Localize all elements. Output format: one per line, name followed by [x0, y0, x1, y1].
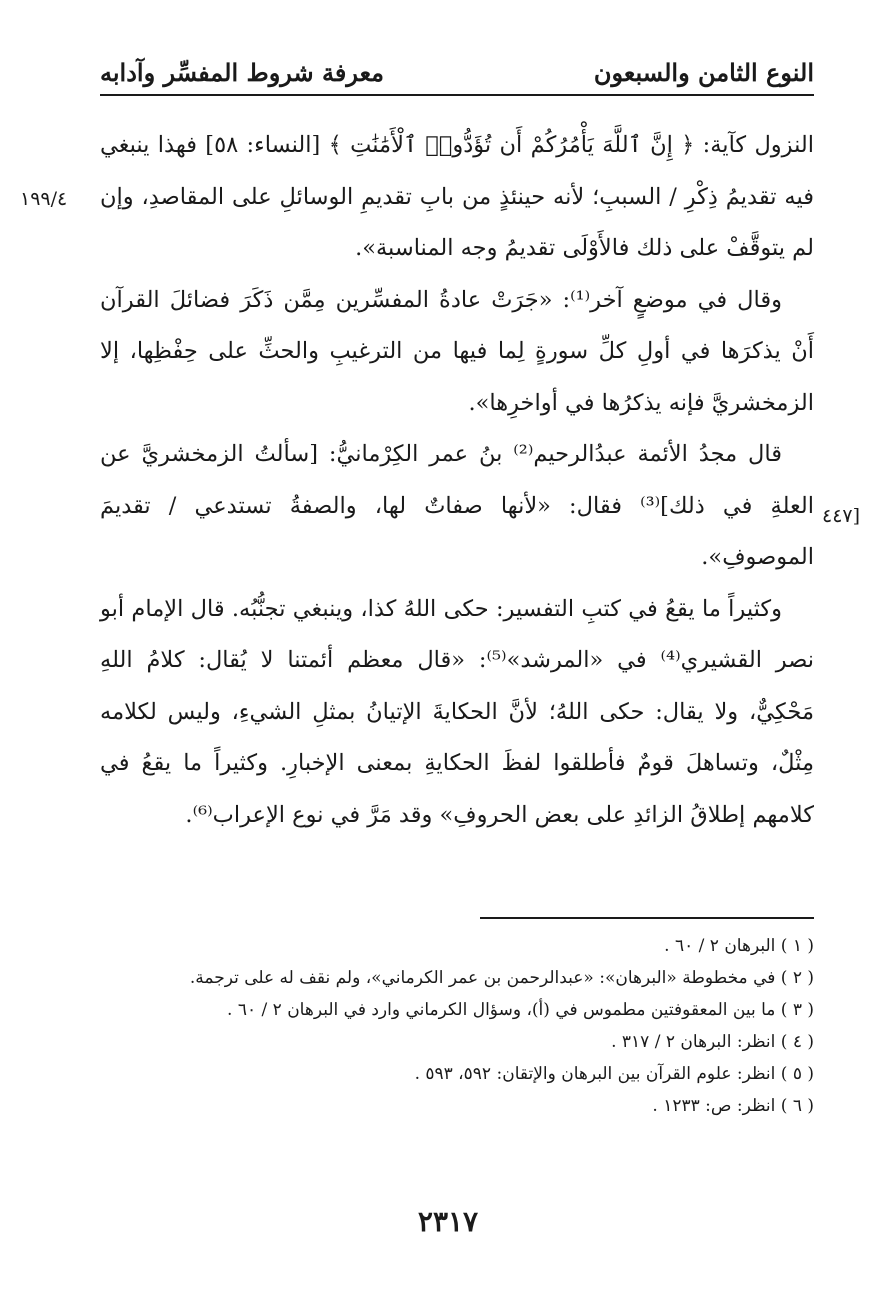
paragraph-2: وقال في موضعٍ آخر⁽¹⁾: «جَرَتْ عادةُ المفسِّرين مِمَّن ذَكَرَ فضائلَ القرآن أَنْ يذكرَها في أولِ كلِّ سورةٍ لِما فيها من الترغيبِ والحثِّ على حِفْظِها، إلا الزمخشريَّ فإنه يذكرُها في أواخرِها». — [100, 286, 814, 416]
main-text — [100, 120, 814, 841]
footnote-1: ( ١ ) البرهان ٢ / ٦٠ . — [664, 936, 814, 956]
footnote-3: ( ٣ ) ما بين المعقوفتين مطموس في (أ)، وسؤال الكرماني وارد في البرهان ٢ / ٦٠ . — [227, 1000, 814, 1020]
section-title: معرفة شروط المفسِّر وآدابه — [100, 58, 385, 87]
footnote-2: ( ٢ ) في مخطوطة «البرهان»: «عبدالرحمن بن عمر الكرماني»، ولم نقف له على ترجمة. — [189, 968, 814, 988]
footnote-5: ( ٥ ) انظر: علوم القرآن بين البرهان والإتقان: ٥٩٢، ٥٩٣ . — [414, 1064, 814, 1084]
chapter-title: النوع الثامن والسبعون — [593, 58, 814, 87]
footnote-6: ( ٦ ) انظر: ص: ١٢٣٣ . — [652, 1096, 814, 1116]
paragraph-3: قال مجدُ الأئمة عبدُالرحيم⁽²⁾ بنُ عمر الكِرْمانيُّ: [سألتُ الزمخشريَّ عن العلةِ في ذلك]⁽³⁾ فقال: «لأنها صفاتٌ لها، والصفةُ تستدعي / تقديمَ الموصوفِ». — [100, 441, 814, 570]
running-header — [100, 52, 814, 96]
margin-reference-2: [٤٤٧ — [822, 505, 861, 527]
footnotes — [100, 930, 814, 1122]
margin-reference-1: ١٩٩/٤ — [20, 188, 68, 210]
header-divider — [100, 94, 814, 96]
paragraph-4: وكثيراً ما يقعُ في كتبِ التفسير: حكى اللهُ كذا، وينبغي تجنُّبُه. قال الإمام أبو نصر القشيري⁽⁴⁾ في «المرشد»⁽⁵⁾: «قال معظم أئمتنا لا يُقال: كلامُ اللهِ مَحْكِيٌّ، ولا يقال: حكى اللهُ؛ لأنَّ الحكايةَ الإتيانُ بمثلِ الشيءِ، وليس لكلامه مِثْلٌ، وتساهلَ قومٌ فأطلقوا لفظَ الحكايةِ بمعنى الإخبارِ. وكثيراً ما يقعُ في كلامهم إطلاقُ الزائدِ على بعض الحروفِ» وقد مَرَّ في نوع الإعراب⁽⁶⁾. — [100, 595, 815, 828]
footnote-4: ( ٤ ) انظر: البرهان ٢ / ٣١٧ . — [611, 1032, 814, 1052]
footnote-divider — [480, 917, 814, 919]
page-number: ٢٣١٧ — [417, 1205, 479, 1238]
paragraph-1: النزول كآية: ﴿ إِنَّ ٱللَّهَ يَأْمُرُكُمْ أَن تُؤَدُّوا۟ ٱلْأَمَٰنَٰتِ ﴾ [النساء: ٥٨] فهذا ينبغي فيه تقديمُ ذِكْرِ / السببِ؛ لأنه حينئذٍ من بابِ تقديمِ الوسائلِ على المقاصدِ، وإن لم يتوقَّفْ على ذلك فالأَوْلَى تقديمُ وجه المناسبة». — [100, 132, 814, 261]
